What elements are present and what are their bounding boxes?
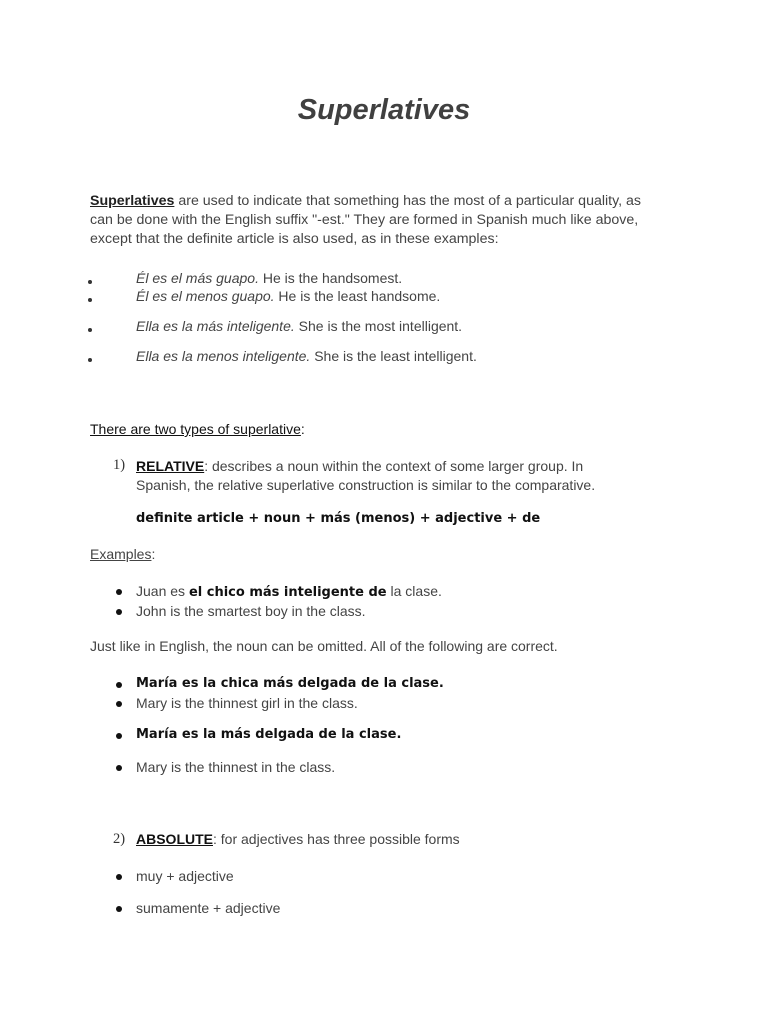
bullet bbox=[116, 906, 122, 912]
absolute-term: ABSOLUTE bbox=[136, 831, 213, 847]
intro-paragraph bbox=[90, 192, 710, 249]
examples-heading-colon: : bbox=[151, 546, 156, 562]
bullet bbox=[88, 358, 92, 362]
list-item bbox=[136, 583, 442, 600]
examples-heading-label: Examples bbox=[90, 546, 152, 562]
example-pre: Juan es bbox=[136, 583, 189, 599]
bullet bbox=[116, 589, 122, 595]
bullet bbox=[116, 682, 122, 688]
relative-line-1: : describes a noun within the context of some larger group. In bbox=[204, 458, 584, 474]
types-heading bbox=[90, 421, 305, 437]
intro-line-1 bbox=[90, 192, 710, 211]
relative-term: RELATIVE bbox=[136, 458, 205, 474]
spanish-sentence: Ella es la más inteligente. bbox=[136, 318, 295, 334]
spanish-sentence: Él es el menos guapo. bbox=[136, 288, 275, 304]
types-heading-text: There are two types of superlative bbox=[90, 421, 301, 437]
bullet bbox=[88, 328, 92, 332]
bullet bbox=[116, 874, 122, 880]
bullet bbox=[88, 280, 92, 284]
omitted-note: Just like in English, the noun can be omitted. All of the following are correct. bbox=[90, 638, 558, 654]
bullet bbox=[116, 733, 122, 739]
example-post: la clase. bbox=[386, 583, 442, 599]
example-bold: el chico más inteligente de bbox=[188, 585, 387, 600]
english-translation: He is the handsomest. bbox=[258, 270, 403, 286]
list-item: María es la más delgada de la clase. bbox=[136, 727, 402, 742]
english-translation: He is the least handsome. bbox=[274, 288, 441, 304]
list-item: Mary is the thinnest girl in the class. bbox=[136, 695, 358, 711]
relative-line-2: Spanish, the relative superlative construction is similar to the comparative. bbox=[136, 477, 596, 493]
bullet bbox=[116, 765, 122, 771]
intro-line-1-text: are used to indicate that something has the most of a particular quality, as bbox=[174, 193, 641, 209]
list-item: Mary is the thinnest in the class. bbox=[136, 759, 336, 775]
list-number: 1) bbox=[113, 457, 126, 473]
list-item: muy + adjective bbox=[136, 868, 234, 884]
list-number: 2) bbox=[113, 831, 126, 847]
intro-line-3: except that the definite article is also used, as in these examples: bbox=[90, 231, 499, 247]
list-item bbox=[136, 348, 477, 364]
english-translation: She is the least intelligent. bbox=[310, 348, 477, 364]
superlatives-term: Superlatives bbox=[90, 193, 175, 209]
examples-heading bbox=[90, 546, 155, 562]
relative-definition bbox=[136, 457, 595, 495]
page-title: Superlatives bbox=[297, 94, 471, 126]
bullet bbox=[88, 298, 92, 302]
list-item: María es la chica más delgada de la clase. bbox=[136, 676, 444, 691]
spanish-sentence: Ella es la menos inteligente. bbox=[136, 348, 311, 364]
spanish-sentence: Él es el más guapo. bbox=[136, 270, 259, 286]
intro-line-2: can be done with the English suffix "-est." They are formed in Spanish much like above, bbox=[90, 212, 639, 228]
absolute-text: : for adjectives has three possible forms bbox=[213, 831, 460, 847]
english-translation: She is the most intelligent. bbox=[294, 318, 463, 334]
absolute-definition bbox=[136, 831, 460, 847]
types-heading-colon: : bbox=[300, 421, 305, 437]
list-item: sumamente + adjective bbox=[136, 900, 281, 916]
list-item bbox=[136, 270, 402, 286]
list-item bbox=[136, 288, 440, 304]
bullet bbox=[116, 609, 122, 615]
relative-formula: definite article + noun + más (menos) + adjective + de bbox=[136, 511, 541, 526]
list-item: John is the smartest boy in the class. bbox=[136, 603, 366, 619]
bullet bbox=[116, 701, 122, 707]
list-item bbox=[136, 318, 462, 334]
